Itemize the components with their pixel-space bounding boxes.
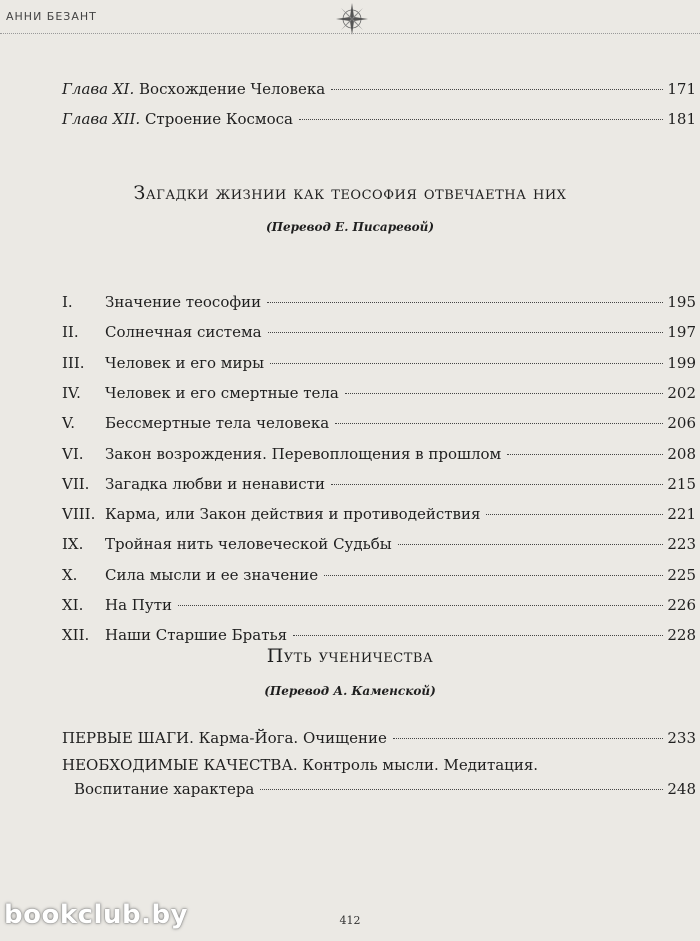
toc-entry-number: VI. [62, 444, 84, 463]
toc-entry [62, 475, 696, 497]
section-title: Загадки жизнии как теософия отвечаетна них [133, 182, 567, 204]
dot-leader [335, 423, 663, 424]
toc-entry-title: НЕОБХОДИМЫЕ КАЧЕСТВА. Контроль мысли. Медитация. [62, 756, 539, 774]
toc-entry [62, 445, 696, 467]
toc-entry-page: 228 [667, 626, 696, 645]
section-translator: (Перевод А. Каменской) [264, 684, 436, 698]
dot-leader [268, 332, 664, 333]
dot-leader [331, 484, 663, 485]
site-watermark: bookclub.by [4, 900, 189, 930]
toc-entry-page: 171 [667, 80, 696, 98]
toc-entry [62, 110, 696, 132]
toc-entry-title: Загадка любви и ненависти [105, 474, 325, 493]
toc-entry-page: 233 [667, 729, 696, 747]
toc-entry-title: ПЕРВЫЕ ШАГИ. Карма-Йога. Очищение [62, 729, 387, 747]
page-number: 412 [339, 914, 361, 927]
toc-entry-number: IV. [62, 383, 81, 402]
dot-leader [270, 363, 663, 364]
toc-entry-page: 215 [667, 474, 696, 493]
toc-entry-title: Тройная нить человеческой Судьбы [105, 535, 392, 554]
toc-entry-continuation [74, 780, 696, 802]
toc-entry-title: Бессмертные тела человека [105, 414, 330, 433]
toc-entry-number: X. [62, 565, 78, 584]
toc-entry-title: Карма, или Закон действия и противодействия [105, 505, 481, 524]
toc-entry-page: 206 [667, 414, 696, 433]
toc-entry [62, 596, 696, 618]
toc-entry [62, 535, 696, 557]
toc-entry-page: 197 [667, 323, 696, 342]
dot-leader [507, 454, 663, 455]
toc-entry [62, 756, 696, 778]
dot-leader [331, 89, 663, 90]
toc-entry-title: Глава XII. Строение Космоса [62, 110, 293, 128]
toc-entry-title: Глава XI. Восхождение Человека [62, 80, 326, 98]
toc-entry [62, 505, 696, 527]
toc-entry-title: Солнечная система [105, 323, 262, 342]
toc-entry-title: Сила мысли и ее значение [105, 565, 319, 584]
toc-entry-title: Закон возрождения. Перевоплощения в прошлом [105, 444, 502, 463]
toc-entry-page: 208 [667, 444, 696, 463]
toc-entry-number: III. [62, 353, 85, 372]
toc-entry-number: V. [62, 414, 75, 433]
toc-entry [62, 323, 696, 345]
dot-leader [345, 393, 663, 394]
dot-leader [178, 605, 663, 606]
dot-leader [267, 302, 663, 303]
toc-entry [62, 566, 696, 588]
toc-entry-title: Человек и его миры [105, 353, 265, 372]
toc-entry-number: II. [62, 323, 79, 342]
toc-entry-title: Значение теософии [105, 293, 262, 311]
dot-leader [398, 544, 664, 545]
toc-entry-page: 226 [667, 596, 696, 614]
toc-entry-title: Наши Старшие Братья [105, 626, 288, 645]
toc-entry-number: VII. [62, 474, 90, 493]
toc-entry [62, 384, 696, 406]
toc-entry [62, 729, 696, 751]
compass-rose-icon [335, 2, 369, 36]
toc-entry-page: 221 [667, 505, 696, 524]
section-translator: (Перевод Е. Писаревой) [265, 220, 435, 234]
section-title: Путь ученичества [266, 645, 434, 667]
toc-entry-page: 223 [667, 535, 696, 554]
toc-entry-number: XII. [62, 626, 90, 645]
dot-leader [299, 119, 663, 120]
toc-entry-number: XI. [62, 596, 84, 614]
dot-leader [486, 514, 663, 515]
toc-entry [62, 293, 696, 315]
toc-entry-number: IX. [62, 535, 84, 554]
dot-leader [260, 789, 663, 790]
toc-entry-page: 248 [667, 780, 696, 798]
toc-entry-page: 199 [667, 353, 696, 372]
toc-entry [62, 414, 696, 436]
toc-entry-title: Воспитание характера [74, 780, 255, 798]
header-divider [0, 33, 700, 34]
toc-entry [62, 354, 696, 376]
toc-entry-page: 195 [667, 293, 696, 311]
toc-entry-page: 202 [667, 383, 696, 402]
running-header [0, 0, 700, 40]
dot-leader [393, 738, 663, 739]
dot-leader [293, 635, 663, 636]
toc-entry-page: 225 [667, 565, 696, 584]
toc-entry [62, 80, 696, 102]
toc-entry-title: На Пути [105, 596, 172, 614]
toc-entry-page: 181 [667, 110, 696, 128]
dot-leader [324, 575, 663, 576]
header-author: АННИ БЕЗАНТ [6, 10, 97, 23]
toc-entry-number: I. [62, 293, 73, 311]
toc-entry-number: VIII. [62, 505, 96, 524]
toc-entry-title: Человек и его смертные тела [105, 383, 339, 402]
